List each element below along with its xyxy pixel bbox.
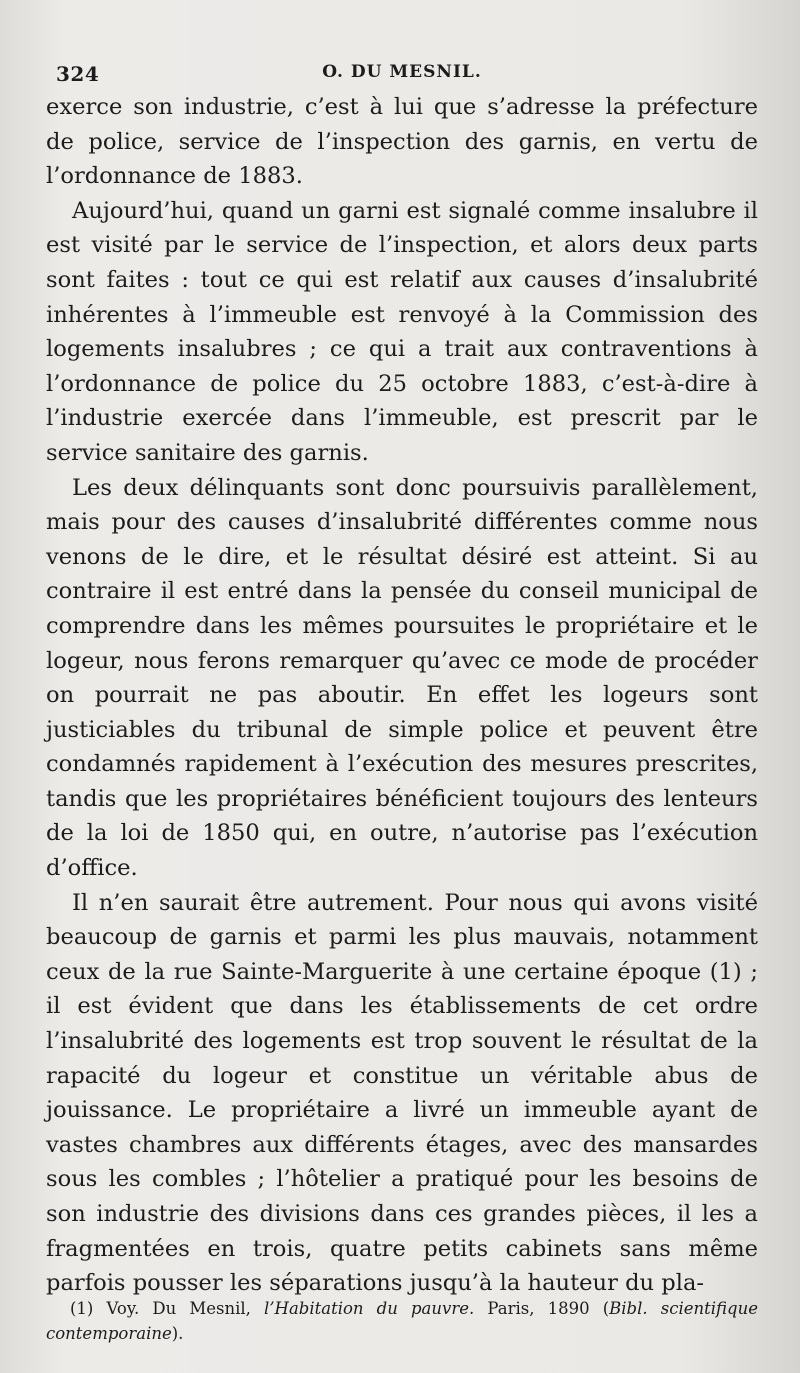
footnote — [46, 1296, 758, 1346]
footnote-text-middle: Paris, 1890 ( — [474, 1299, 610, 1318]
paragraph-1: exerce son industrie, c’est à lui que s’adresse la préfecture de police, service de l’inspection des garnis, en vertu de l’ordonnance de 1883. — [46, 94, 758, 190]
footnote-marker: (1) — [70, 1299, 94, 1318]
page-number: 324 — [56, 62, 100, 86]
body-text — [46, 90, 758, 1301]
paragraph-4: Il n’en saurait être autrement. Pour nous qui avons visité beaucoup de garnis et parmi les plus mauvais, notamment ceux de la rue Sainte-Marguerite à une certaine époque (1) ; il est évident que dans les établissements de cet ordre l’insalubrité des logements est trop souvent le résultat de la rapacité du logeur et constitue un véritable abus de jouissance. Le propriétaire a livré un immeuble ayant de vastes chambres aux différents étages, avec des mansardes sous les combles ; l’hôtelier a pratiqué pour les besoins de son industrie des divisions dans ces grandes pièces, il les a fragmentées en trois, quatre petits cabinets sans même parfois pousser les séparations jusqu’à la hauteur du pla- — [46, 889, 758, 1297]
footnote-title: l’Habitation du pauvre. — [264, 1299, 475, 1318]
footnote-series: Bibl. scientifique contemporaine — [46, 1299, 758, 1343]
running-header — [46, 56, 758, 90]
paragraph-2: Aujourd’hui, quand un garni est signalé comme insalubre il est visité par le service de l’inspection, et alors deux parts sont faites : tout ce qui est relatif aux causes d’insalubrité inhérentes à l’immeuble est renvoyé à la Commission des logements insalubres ; ce qui a trait aux contraventions à l’ordonnance de police du 25 octobre 1883, c’est-à-dire à l’industrie exercée dans l’immeuble, est prescrit par le service sanitaire des garnis. — [46, 197, 758, 466]
footnote-text-after: ). — [171, 1324, 184, 1343]
running-title: O. DU MESNIL. — [322, 62, 482, 82]
paragraph-3: Les deux délinquants sont donc poursuivis parallèlement, mais pour des causes d’insalubrité différentes comme nous venons de le dire, et le résultat désiré est atteint. Si au contraire il est entré dans la pensée du conseil municipal de comprendre dans les mêmes poursuites le propriétaire et le logeur, nous ferons remarquer qu’avec ce mode de procéder on pourrait ne pas aboutir. En effet les logeurs sont justiciables du tribunal de simple police et peuvent être condamnés rapidement à l’exécution des mesures prescrites, tandis que les propriétaires bénéficient toujours des lenteurs de la loi de 1850 qui, en outre, n’autorise pas l’exécution d’office. — [46, 474, 758, 882]
footnote-text-before: Voy. Du Mesnil, — [106, 1299, 265, 1318]
